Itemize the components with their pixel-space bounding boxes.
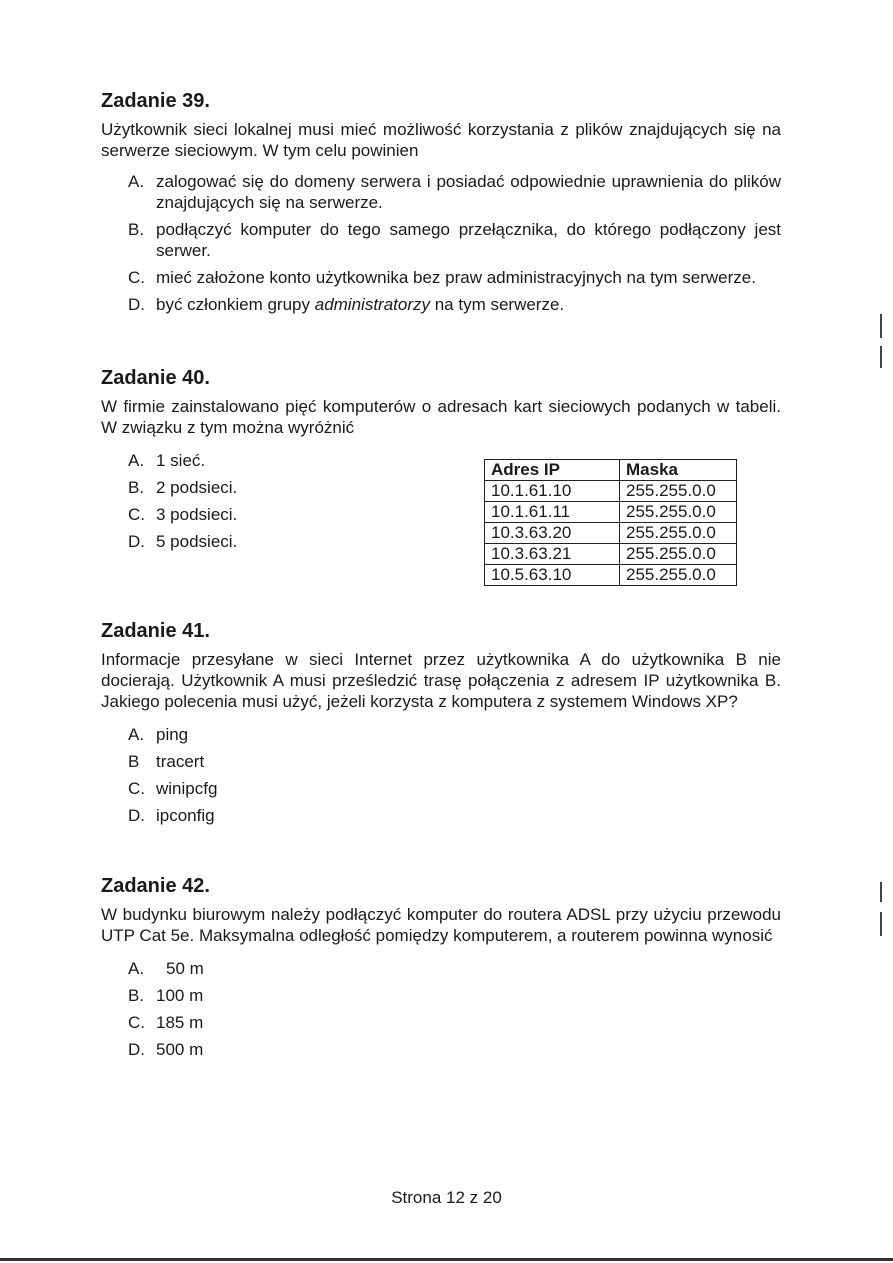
option-letter: B. — [128, 478, 145, 497]
mask-cell: 255.255.0.0 — [620, 523, 737, 544]
option-text: tracert — [156, 752, 205, 771]
answer-list — [101, 958, 781, 1060]
scan-edge — [0, 1258, 893, 1261]
task-question: Użytkownik sieci lokalnej musi mieć możliwość korzystania z plików znajdujących się na serwerze sieciowym. W tym celu powinien — [101, 120, 781, 160]
answer-option — [101, 267, 781, 288]
task-41 — [101, 619, 781, 832]
ip-cell: 10.3.63.21 — [485, 544, 620, 565]
answer-option — [101, 531, 431, 552]
scan-mark — [880, 314, 882, 338]
option-letter: D. — [128, 295, 145, 314]
option-letter: B. — [128, 986, 145, 1005]
option-letter: D. — [128, 532, 145, 551]
option-letter: C. — [128, 779, 145, 798]
task-title: Zadanie 42. — [101, 875, 210, 897]
option-text: ping — [156, 725, 189, 744]
option-letter: D. — [128, 806, 145, 825]
task-title: Zadanie 39. — [101, 90, 210, 112]
answer-option — [101, 751, 781, 772]
scan-mark — [880, 346, 882, 368]
option-letter: C. — [128, 505, 145, 524]
option-text: 2 podsieci. — [156, 478, 238, 497]
column-header-mask: Maska — [620, 460, 737, 481]
column-header-ip: Adres IP — [485, 460, 620, 481]
answer-option — [101, 724, 781, 745]
option-text: 500 m — [156, 1040, 204, 1059]
answer-list — [101, 724, 781, 826]
answer-option — [101, 1012, 781, 1033]
option-text: winipcfg — [156, 779, 218, 798]
mask-cell: 255.255.0.0 — [620, 565, 737, 586]
answer-option — [101, 958, 781, 979]
option-letter: A. — [128, 172, 145, 191]
option-text-end: na tym serwerze. — [430, 295, 565, 314]
option-text-start: być członkiem grupy — [156, 295, 315, 314]
option-letter: C. — [128, 1013, 145, 1032]
task-title: Zadanie 41. — [101, 620, 210, 642]
answer-option — [101, 450, 431, 471]
ip-cell: 10.3.63.20 — [485, 523, 620, 544]
task-title: Zadanie 40. — [101, 367, 210, 389]
option-text: 5 podsieci. — [156, 532, 238, 551]
answer-option — [101, 805, 781, 826]
option-letter: A. — [128, 451, 145, 470]
option-text: ipconfig — [156, 806, 215, 825]
option-text: 185 m — [156, 1013, 204, 1032]
option-text: mieć założone konto użytkownika bez praw administracyjnych na tym serwerze. — [156, 268, 756, 287]
mask-cell: 255.255.0.0 — [620, 481, 737, 502]
answer-option — [101, 219, 781, 261]
option-letter: B — [128, 752, 140, 771]
answer-option — [101, 171, 781, 213]
option-text — [156, 294, 781, 315]
option-letter: D. — [128, 1040, 145, 1059]
answer-option — [101, 1039, 781, 1060]
ip-cell: 10.5.63.10 — [485, 565, 620, 586]
mask-cell: 255.255.0.0 — [620, 544, 737, 565]
ip-cell: 10.1.61.10 — [485, 481, 620, 502]
option-text: podłączyć komputer do tego samego przełącznika, do którego podłączony jest serwer. — [156, 220, 781, 260]
option-text: 3 podsieci. — [156, 505, 238, 524]
answer-option — [101, 985, 781, 1006]
option-letter: C. — [128, 268, 145, 287]
option-letter: A. — [128, 959, 145, 978]
table-row — [485, 565, 737, 586]
task-question: W budynku biurowym należy podłączyć komputer do routera ADSL przy użyciu przewodu UTP Cat 5e. Maksymalna odległość pomiędzy komputerem, a routerem powinna wynosić — [101, 905, 781, 945]
table-header-row — [485, 460, 737, 481]
option-text-italic: administratorzy — [314, 295, 430, 314]
ip-cell: 10.1.61.11 — [485, 502, 620, 523]
table-row — [485, 481, 737, 502]
ip-address-table — [484, 459, 737, 586]
option-text: 100 m — [156, 986, 204, 1005]
table-row — [485, 502, 737, 523]
option-letter: A. — [128, 725, 145, 744]
task-42 — [101, 874, 781, 1066]
page-number: Strona 12 z 20 — [391, 1188, 502, 1207]
answer-list — [101, 450, 431, 552]
answer-option — [101, 294, 781, 315]
option-text: zalogować się do domeny serwera i posiadać odpowiednie uprawnienia do plików znajdujących się na serwerze. — [156, 172, 781, 212]
task-question: W firmie zainstalowano pięć komputerów o adresach kart sieciowych podanych w tabeli. W związku z tym można wyróżnić — [101, 397, 781, 437]
answer-option — [101, 504, 431, 525]
task-39 — [101, 89, 781, 321]
table-row — [485, 544, 737, 565]
answer-option — [101, 778, 781, 799]
option-text: 50 m — [166, 959, 204, 978]
scan-mark — [880, 912, 882, 936]
table-row — [485, 523, 737, 544]
answer-list — [101, 171, 781, 315]
mask-cell: 255.255.0.0 — [620, 502, 737, 523]
option-letter: B. — [128, 220, 145, 239]
option-text: 1 sieć. — [156, 451, 206, 470]
task-question: Informacje przesyłane w sieci Internet przez użytkownika A do użytkownika B nie docierają. Użytkownik A musi prześledzić trasę połączenia z adresem IP użytkownika B. Jakiego polecenia musi użyć, jeżeli korzysta z komputera z systemem Windows XP? — [101, 650, 781, 711]
answer-option — [101, 477, 431, 498]
scan-mark — [880, 882, 882, 902]
